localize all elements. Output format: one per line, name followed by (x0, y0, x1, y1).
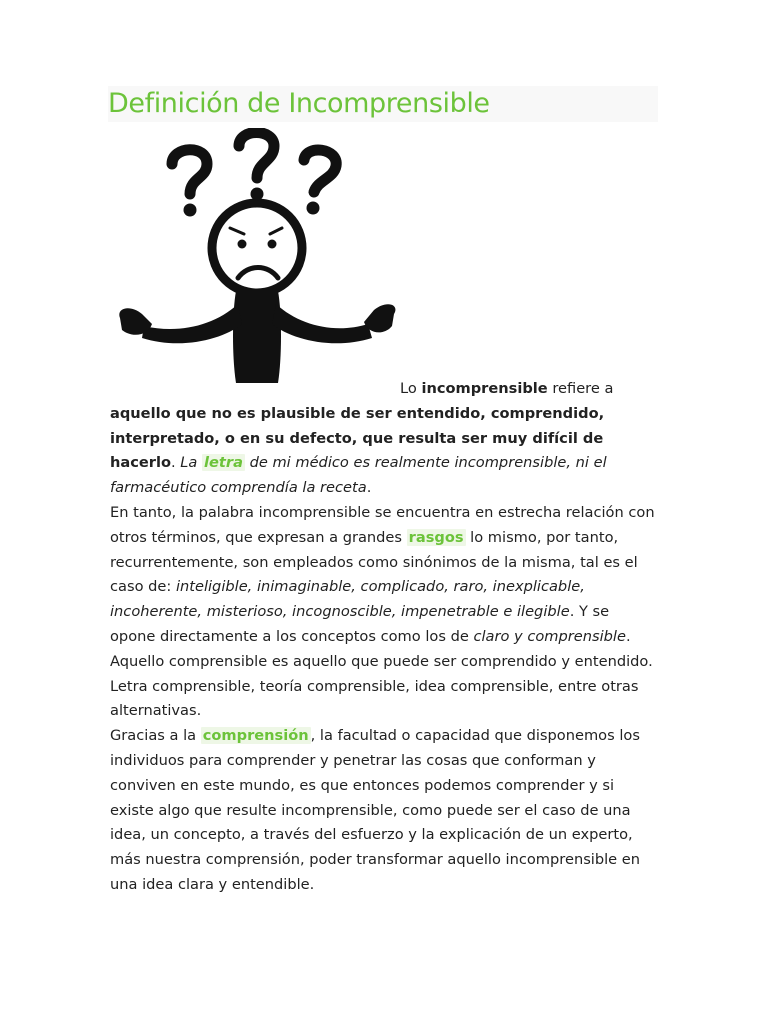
paragraph-definition (110, 377, 658, 501)
link-comprension[interactable]: comprensión (202, 727, 309, 745)
page-title: Definición de Incomprensible (108, 88, 490, 119)
text-span: Lo (400, 380, 422, 397)
text-span: En tanto, la palabra incomprensible se encuentra en estrecha relación con otros términos, que expresan a grandes (110, 503, 655, 546)
text-span: . Y se opone directamente a los conceptos como los de (110, 603, 610, 645)
italic-synonyms: inteligible, inimaginable, complicado, raro, inexplicable, incoherente, misterioso, incognoscible, impenetrable e ilegible (110, 578, 585, 621)
text-span: . Aquello comprensible es aquello que puede ser comprendido y entendido. Letra comprensible, teoría comprensible, idea comprensible, entre otras alternativas. (110, 627, 653, 720)
text-span: , la facultad o capacidad que disponemos los individuos para comprender y penetrar las cosas que conforman y conviven en este mundo, es que entonces podemos comprender y si existe algo que resulte incomprensible, como puede ser el caso de una idea, un concepto, a través del esfuerzo y la explicación de un experto, más nuestra comprensión, poder transformar aquello incomprensible en una idea clara y entendible. (110, 727, 641, 893)
paragraph-synonyms (110, 501, 658, 724)
italic-example: La (180, 454, 203, 472)
text-span: lo mismo, por tanto, recurrentemente, son empleados como sinónimos de la misma, tal es el caso de: (110, 528, 638, 596)
confused-stick-figure-icon (112, 128, 402, 394)
link-rasgos[interactable]: rasgos (408, 528, 464, 546)
text-span: . (171, 454, 181, 472)
bold-definition: aquello que no es plausible de ser entendido, comprendido, interpretado, o en su defecto, que resulta ser muy difícil de hacerlo (110, 404, 605, 472)
text-span: . (366, 479, 372, 497)
text-span: Gracias a la (110, 727, 201, 745)
bold-term: incomprensible (421, 380, 548, 397)
text-span: refiere a (547, 380, 614, 397)
link-letra[interactable]: letra (204, 454, 243, 472)
italic-example: de mi médico es realmente incomprensible, ni el farmacéutico comprendía la receta (110, 454, 607, 497)
article-body (110, 377, 658, 898)
italic-antonyms: claro y comprensible (473, 627, 626, 645)
paragraph-comprehension (110, 724, 658, 898)
